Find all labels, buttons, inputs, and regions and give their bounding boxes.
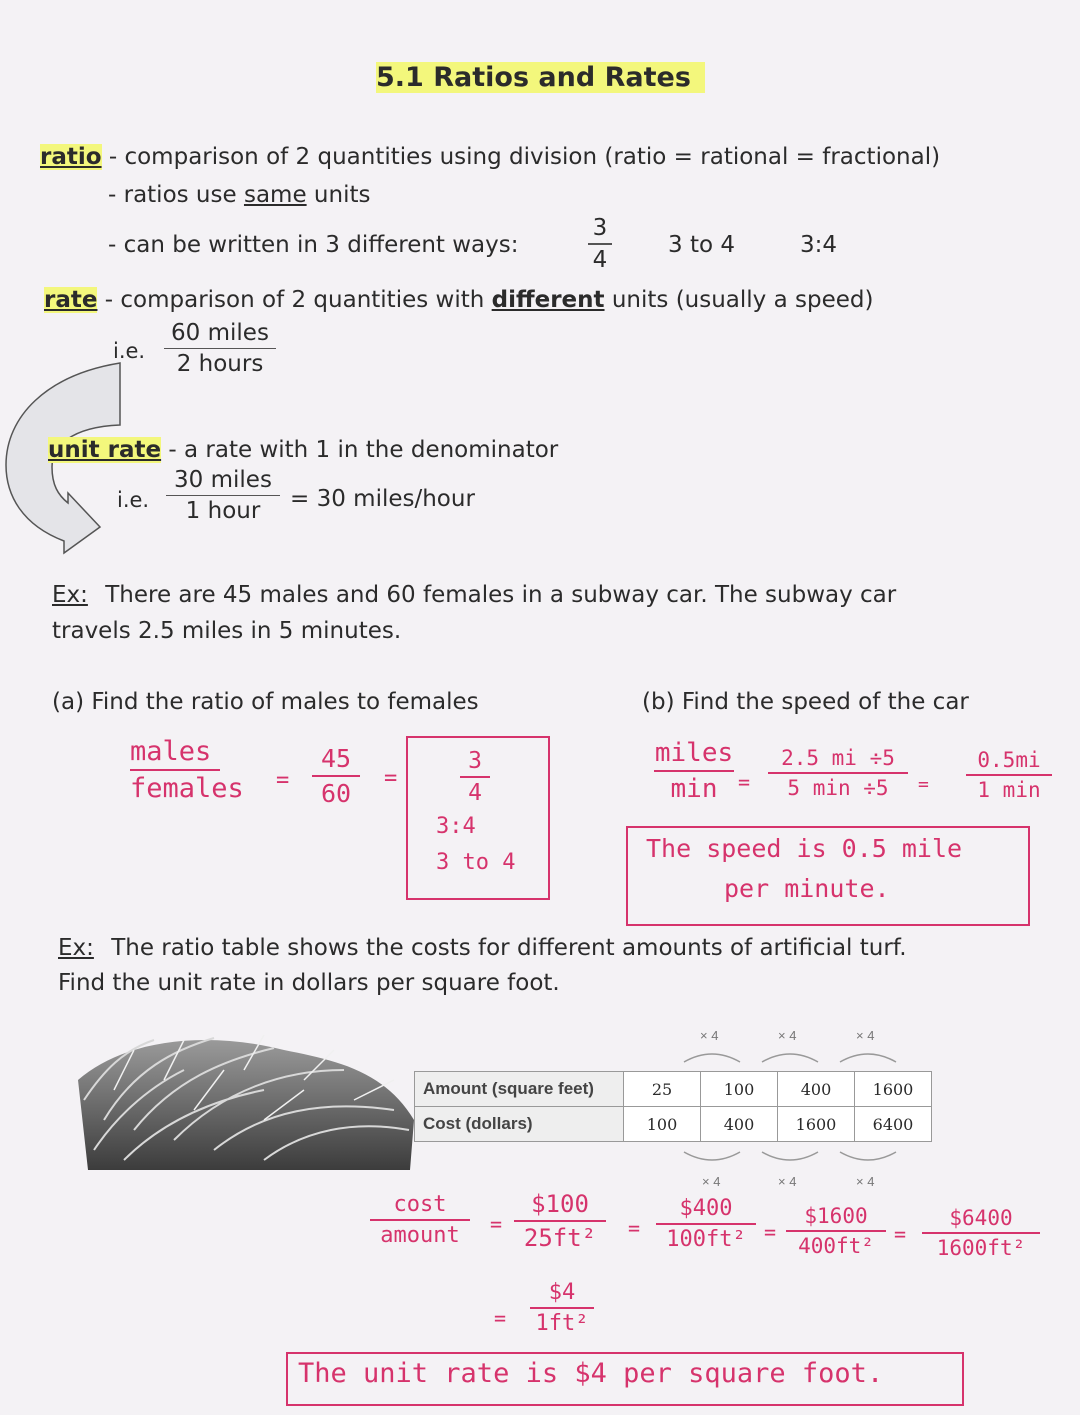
equals-sign: = bbox=[894, 1222, 907, 1246]
fraction-0-5mi-1min bbox=[966, 748, 1052, 802]
equals-sign: = bbox=[276, 768, 290, 793]
multiplier-top-2: × 4 bbox=[778, 1028, 797, 1043]
unit-rate-definition: - a rate with 1 in the denominator bbox=[168, 437, 559, 463]
amount-label: amount bbox=[380, 1223, 460, 1248]
table-cell: 100 bbox=[701, 1072, 778, 1107]
ratio-units-same: same bbox=[243, 182, 307, 208]
multiplier-top-1: × 4 bbox=[700, 1028, 719, 1043]
denominator-100ft2: 100ft² bbox=[666, 1227, 746, 1252]
table-cell: 1600 bbox=[778, 1107, 855, 1142]
equals-sign: = bbox=[738, 770, 751, 794]
rate-ie: i.e. bbox=[113, 339, 146, 363]
unit-rate-definition-line bbox=[48, 437, 558, 463]
denominator-400ft2: 400ft² bbox=[798, 1234, 874, 1258]
denominator-25ft2: 25ft² bbox=[523, 1224, 597, 1252]
answer-numerator: 3 bbox=[468, 748, 482, 774]
unit-rate-fraction bbox=[166, 467, 280, 524]
equals-sign: = bbox=[490, 1212, 503, 1236]
rate-fraction-numerator: 60 miles bbox=[171, 320, 269, 346]
ratio-term: ratio bbox=[40, 144, 102, 170]
example1-part-b: (b) Find the speed of the car bbox=[642, 689, 969, 715]
rate-term: rate bbox=[44, 287, 98, 313]
rate-definition-line bbox=[44, 287, 873, 313]
denominator-60: 60 bbox=[320, 779, 352, 808]
table-row-label: Cost (dollars) bbox=[415, 1107, 624, 1142]
example1-label: Ex: bbox=[52, 582, 88, 608]
table-cell: 400 bbox=[778, 1072, 855, 1107]
ratio-units-post: units bbox=[306, 182, 371, 208]
ratio-definition-line bbox=[40, 144, 940, 170]
rate-definition-post: units (usually a speed) bbox=[604, 287, 874, 313]
denominator-1600ft2: 1600ft² bbox=[936, 1236, 1026, 1260]
example2-text1: The ratio table shows the costs for different amounts of artificial turf. bbox=[111, 935, 907, 961]
answer-to-form: 3 to 4 bbox=[436, 850, 516, 875]
numerator-100: $100 bbox=[531, 1190, 589, 1218]
ratio-definition: - comparison of 2 quantities using division (ratio = rational = fractional) bbox=[108, 144, 941, 170]
multiplier-bottom-2: × 4 bbox=[778, 1174, 797, 1189]
ratio-way-to: 3 to 4 bbox=[668, 232, 735, 258]
table-cell: 400 bbox=[701, 1107, 778, 1142]
numerator-2-5mi: 2.5 mi ÷5 bbox=[781, 746, 895, 770]
multiplier-bottom-1: × 4 bbox=[702, 1174, 721, 1189]
answer-fraction-3-4 bbox=[460, 748, 490, 806]
multiplier-top-3: × 4 bbox=[856, 1028, 875, 1043]
ratio-way-colon: 3:4 bbox=[800, 232, 838, 258]
table-cell: 25 bbox=[624, 1072, 701, 1107]
example1-line1 bbox=[52, 582, 896, 608]
table-row bbox=[415, 1107, 932, 1142]
numerator-400: $400 bbox=[679, 1196, 733, 1221]
table-cell: 100 bbox=[624, 1107, 701, 1142]
ratio-units-pre: - ratios use bbox=[108, 182, 244, 208]
fraction-6400-1600 bbox=[922, 1206, 1040, 1260]
miles-label: miles bbox=[654, 738, 734, 768]
example2-line1 bbox=[58, 935, 907, 961]
ratio-fraction-numerator: 3 bbox=[592, 215, 608, 241]
ratio-fraction-denominator: 4 bbox=[592, 247, 608, 273]
speed-answer-line2: per minute. bbox=[724, 874, 890, 903]
unit-rate-fraction-4-1 bbox=[530, 1280, 594, 1336]
fraction-1600-400 bbox=[786, 1204, 886, 1258]
min-label: min bbox=[670, 774, 718, 804]
equals-sign: = bbox=[494, 1306, 507, 1330]
answer-denominator: 4 bbox=[468, 780, 482, 806]
numerator-45: 45 bbox=[320, 744, 352, 773]
females-label: females bbox=[130, 773, 244, 804]
equals-sign: = bbox=[628, 1216, 641, 1240]
numerator-0-5mi: 0.5mi bbox=[977, 748, 1041, 772]
ratio-fraction bbox=[588, 215, 612, 273]
fraction-400-100 bbox=[656, 1196, 756, 1252]
rate-definition-different: different bbox=[491, 287, 605, 313]
example1-line2: travels 2.5 miles in 5 minutes. bbox=[52, 618, 402, 644]
speed-answer-line1: The speed is 0.5 mile bbox=[646, 834, 963, 863]
denominator-1min: 1 min bbox=[977, 778, 1041, 802]
miles-over-min bbox=[654, 738, 734, 804]
example1-part-a: (a) Find the ratio of males to females bbox=[52, 689, 479, 715]
unit-rate-result: = 30 miles/hour bbox=[290, 486, 475, 512]
rate-fraction-denominator: 2 hours bbox=[176, 351, 264, 377]
fraction-100-25 bbox=[514, 1190, 606, 1252]
numerator-4: $4 bbox=[548, 1280, 576, 1305]
ratio-units-line bbox=[108, 182, 370, 208]
fraction-45-60 bbox=[312, 744, 360, 808]
ratio-ways-line: - can be written in 3 different ways: bbox=[108, 232, 519, 258]
cost-label: cost bbox=[393, 1192, 447, 1217]
denominator-5min: 5 min ÷5 bbox=[787, 776, 889, 800]
equals-sign: = bbox=[764, 1220, 777, 1244]
table-row-label: Amount (square feet) bbox=[415, 1072, 624, 1107]
rate-definition-pre: - comparison of 2 quantities with bbox=[104, 287, 492, 313]
example2-line2: Find the unit rate in dollars per square foot. bbox=[58, 970, 560, 996]
denominator-1ft2: 1ft² bbox=[535, 1311, 589, 1336]
numerator-1600: $1600 bbox=[804, 1204, 868, 1228]
unit-rate-fraction-numerator: 30 miles bbox=[174, 467, 272, 493]
fraction-2-5mi-5min bbox=[768, 746, 908, 800]
equals-sign: = bbox=[918, 774, 929, 795]
table-cell: 6400 bbox=[855, 1107, 932, 1142]
answer-colon-form: 3:4 bbox=[436, 814, 476, 839]
males-over-females bbox=[130, 736, 250, 804]
males-label: males bbox=[130, 736, 212, 767]
numerator-6400: $6400 bbox=[949, 1206, 1013, 1230]
table-cell: 1600 bbox=[855, 1072, 932, 1107]
unit-rate-answer: The unit rate is $4 per square foot. bbox=[298, 1358, 884, 1389]
page-title: 5.1 Ratios and Rates bbox=[376, 62, 705, 93]
rate-fraction bbox=[164, 320, 276, 377]
equals-sign: = bbox=[384, 766, 398, 791]
unit-rate-fraction-denominator: 1 hour bbox=[185, 498, 261, 524]
table-row bbox=[415, 1072, 932, 1107]
example2-label: Ex: bbox=[58, 935, 94, 961]
example1-text1: There are 45 males and 60 females in a subway car. The subway car bbox=[105, 582, 897, 608]
multiplier-bottom-3: × 4 bbox=[856, 1174, 875, 1189]
unit-rate-term: unit rate bbox=[48, 437, 162, 463]
cost-over-amount bbox=[370, 1192, 470, 1248]
ratio-table bbox=[414, 1071, 932, 1142]
unit-rate-ie: i.e. bbox=[117, 488, 150, 512]
artificial-turf-image bbox=[64, 1010, 424, 1180]
